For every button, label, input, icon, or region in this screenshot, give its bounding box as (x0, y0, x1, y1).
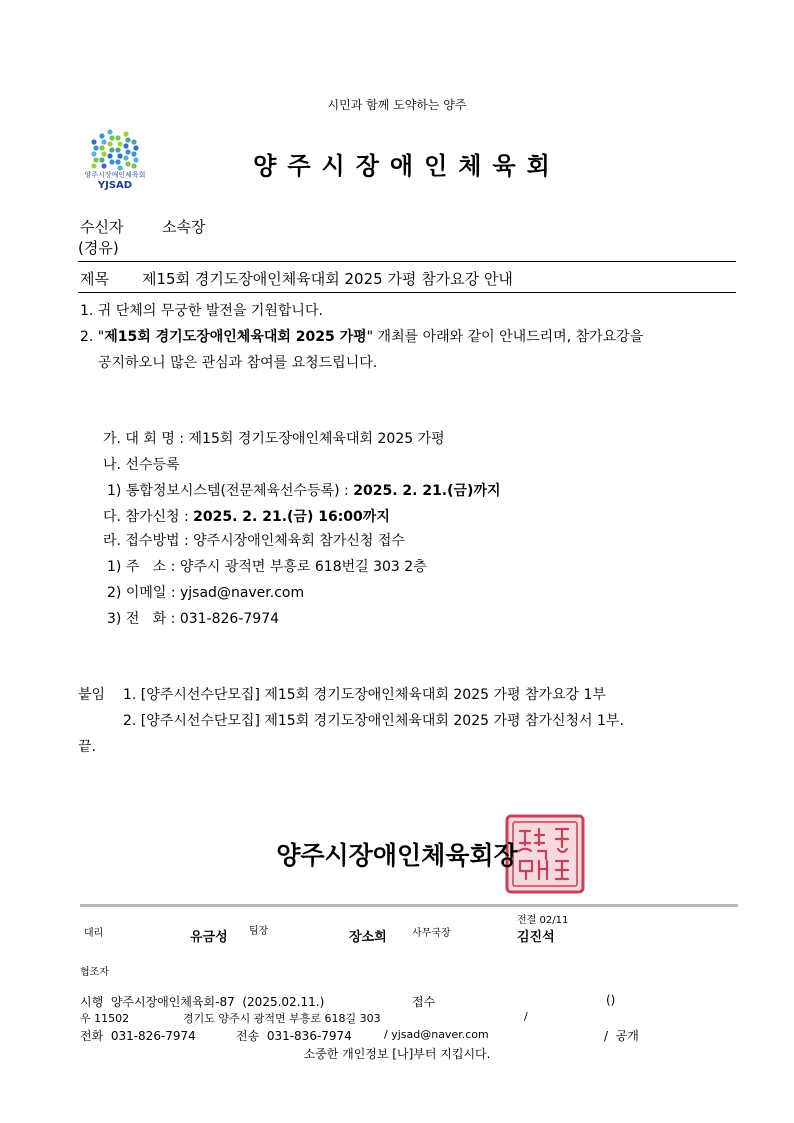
recipient-label: 수신자 (80, 218, 124, 236)
logo-caption: 양주시장애인체육회 (84, 171, 146, 179)
attachment-2: 2. [양주시선수단모집] 제15회 경기도장애인체육대회 2025 가평 참가신청서 1부. (123, 713, 624, 729)
recipient-value: 소속장 (162, 218, 206, 236)
final-approval-mark: 전결 02/11 (517, 915, 569, 926)
paragraph-2 (80, 326, 643, 346)
item-ra-2: 2) 이메일 : yjsad@naver.com (107, 585, 305, 601)
lead-role: 팀장 (249, 926, 269, 937)
end-mark: 끝. (78, 739, 96, 755)
paragraph-2-prefix: 2. " (80, 329, 105, 345)
postal-slash: / (524, 1010, 528, 1023)
attachment-label: 붙임 (78, 687, 106, 703)
disclosure-status: / 공개 (604, 1029, 639, 1043)
item-na-1 (107, 480, 501, 500)
drafter-role: 대리 (84, 928, 104, 939)
postal-code: 우 11502 (80, 1012, 130, 1025)
paragraph-2-suffix: " 개최를 아래와 같이 안내드리며, 참가요강을 (366, 329, 644, 345)
director-role: 사무국장 (412, 928, 451, 939)
item-da (103, 506, 390, 526)
divider-subject (78, 292, 736, 293)
email-address: / yjsad@naver.com (384, 1028, 489, 1041)
privacy-note: 소중한 개인정보 [나]부터 지킵시다. (303, 1047, 491, 1061)
cooperator-label: 협조자 (80, 967, 109, 978)
enforcement-info: 시행 양주시장애인체육회-87 (2025.02.11.) (80, 995, 325, 1009)
item-ra-3: 3) 전 화 : 031-826-7974 (107, 611, 280, 627)
event-name: 제15회 경기도장애인체육대회 2025 가평 (104, 329, 367, 345)
via-label: (경유) (78, 239, 119, 257)
drafter-name: 유금성 (190, 930, 228, 945)
subject-value: 제15회 경기도장애인체육대회 2025 가평 참가요강 안내 (142, 270, 513, 288)
item-ra: 라. 접수방법 : 양주시장애인체육회 참가신청 접수 (103, 533, 405, 549)
subject-label: 제목 (80, 270, 109, 288)
lead-name: 장소희 (349, 930, 387, 945)
slogan: 시민과 함께 도약하는 양주 (327, 98, 467, 112)
postal-address: 경기도 양주시 광적면 부흥로 618길 303 (183, 1012, 381, 1025)
registration-deadline: 2025. 2. 21.(금)까지 (353, 483, 501, 499)
application-deadline: 2025. 2. 21.(금) 16:00까지 (193, 509, 390, 525)
org-title: 양주시장애인체육회 (253, 152, 561, 180)
receipt-paren: () (606, 993, 616, 1007)
paragraph-2-line2: 공지하오니 많은 관심과 참여를 요청드립니다. (98, 355, 378, 371)
paragraph-1: 1. 귀 단체의 무궁한 발전을 기원합니다. (80, 303, 323, 319)
item-ra-1: 1) 주 소 : 양주시 광적면 부흥로 618번길 303 2층 (107, 559, 427, 575)
item-ga: 가. 대 회 명 : 제15회 경기도장애인체육대회 2025 가평 (103, 431, 445, 447)
item-na: 나. 선수등록 (103, 457, 180, 473)
item-da-prefix: 다. 참가신청 : (103, 509, 194, 525)
approval-divider (80, 904, 738, 907)
phone-number: 전화 031-826-7974 (80, 1029, 196, 1043)
fax-number: 전송 031-836-7974 (236, 1029, 352, 1043)
item-na-1-prefix: 1) 통합정보시스템(전문체육선수등록) : (107, 483, 354, 499)
attachment-1: 1. [양주시선수단모집] 제15회 경기도장애인체육대회 2025 가평 참가요강 1부 (123, 687, 606, 703)
divider-top (78, 261, 736, 262)
logo-abbr: YJSAD (97, 180, 133, 191)
signature-title: 양주시장애인체육회장 (276, 841, 518, 870)
director-name: 김진석 (517, 930, 555, 945)
receipt-label: 접수 (412, 995, 436, 1009)
